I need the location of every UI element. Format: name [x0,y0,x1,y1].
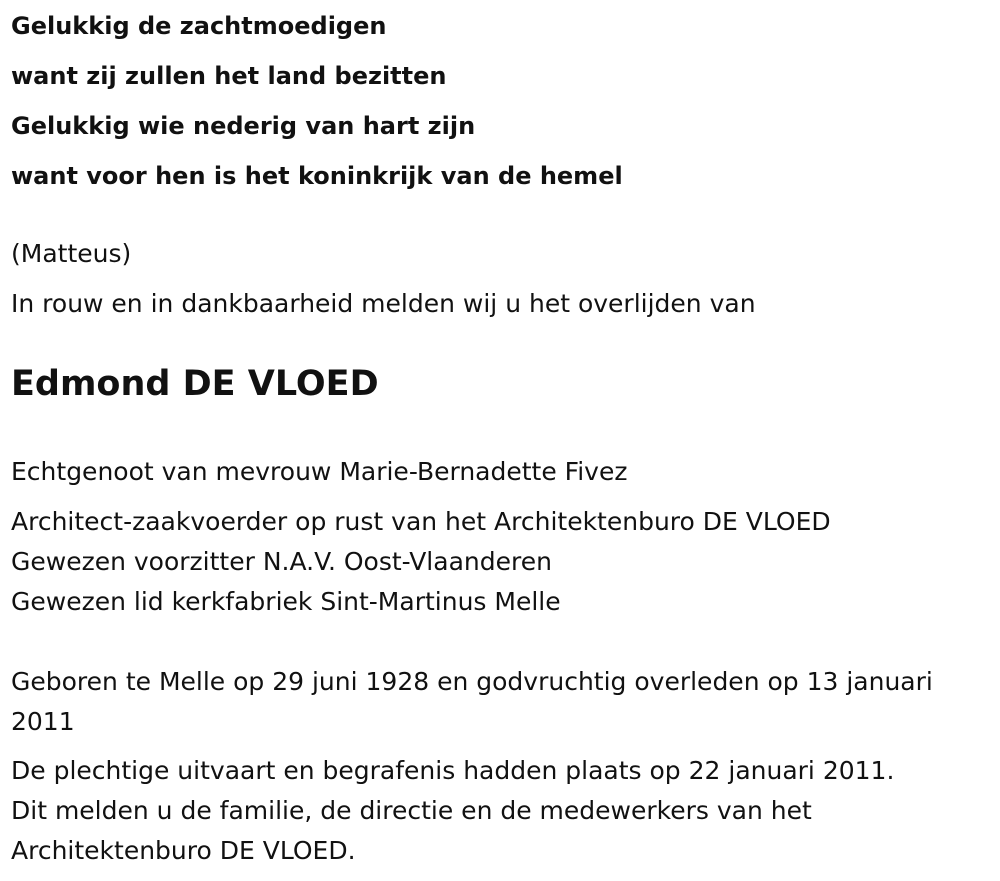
role-item: Gewezen lid kerkfabriek Sint-Martinus Melle [11,587,561,616]
intro-text: In rouw en in dankbaarheid melden wij u het overlijden van [11,289,756,318]
verse-line: want voor hen is het koninkrijk van de hemel [11,162,623,190]
spouse-text: Echtgenoot van mevrouw Marie-Bernadette Fivez [11,457,628,486]
deceased-name: Edmond DE VLOED [11,364,379,404]
role-item: Gewezen voorzitter N.A.V. Oost-Vlaanderen [11,547,552,576]
verse-line: Gelukkig de zachtmoedigen [11,12,387,40]
role-item: Architect-zaakvoerder op rust van het Architektenburo DE VLOED [11,507,831,536]
verse-line: want zij zullen het land bezitten [11,62,447,90]
roles-list [11,502,831,622]
funeral-text: De plechtige uitvaart en begrafenis hadden plaats op 22 januari 2011. [11,756,895,785]
verse-line: Gelukkig wie nederig van hart zijn [11,112,476,140]
verse-source: (Matteus) [11,239,132,268]
bible-verse [11,1,623,201]
birth-death-text: Geboren te Melle op 29 juni 1928 en godvruchtig overleden op 13 januari 2011 [11,667,933,736]
closing-text: Dit melden u de familie, de directie en de medewerkers van het Architektenburo DE VLOED. [11,796,812,865]
